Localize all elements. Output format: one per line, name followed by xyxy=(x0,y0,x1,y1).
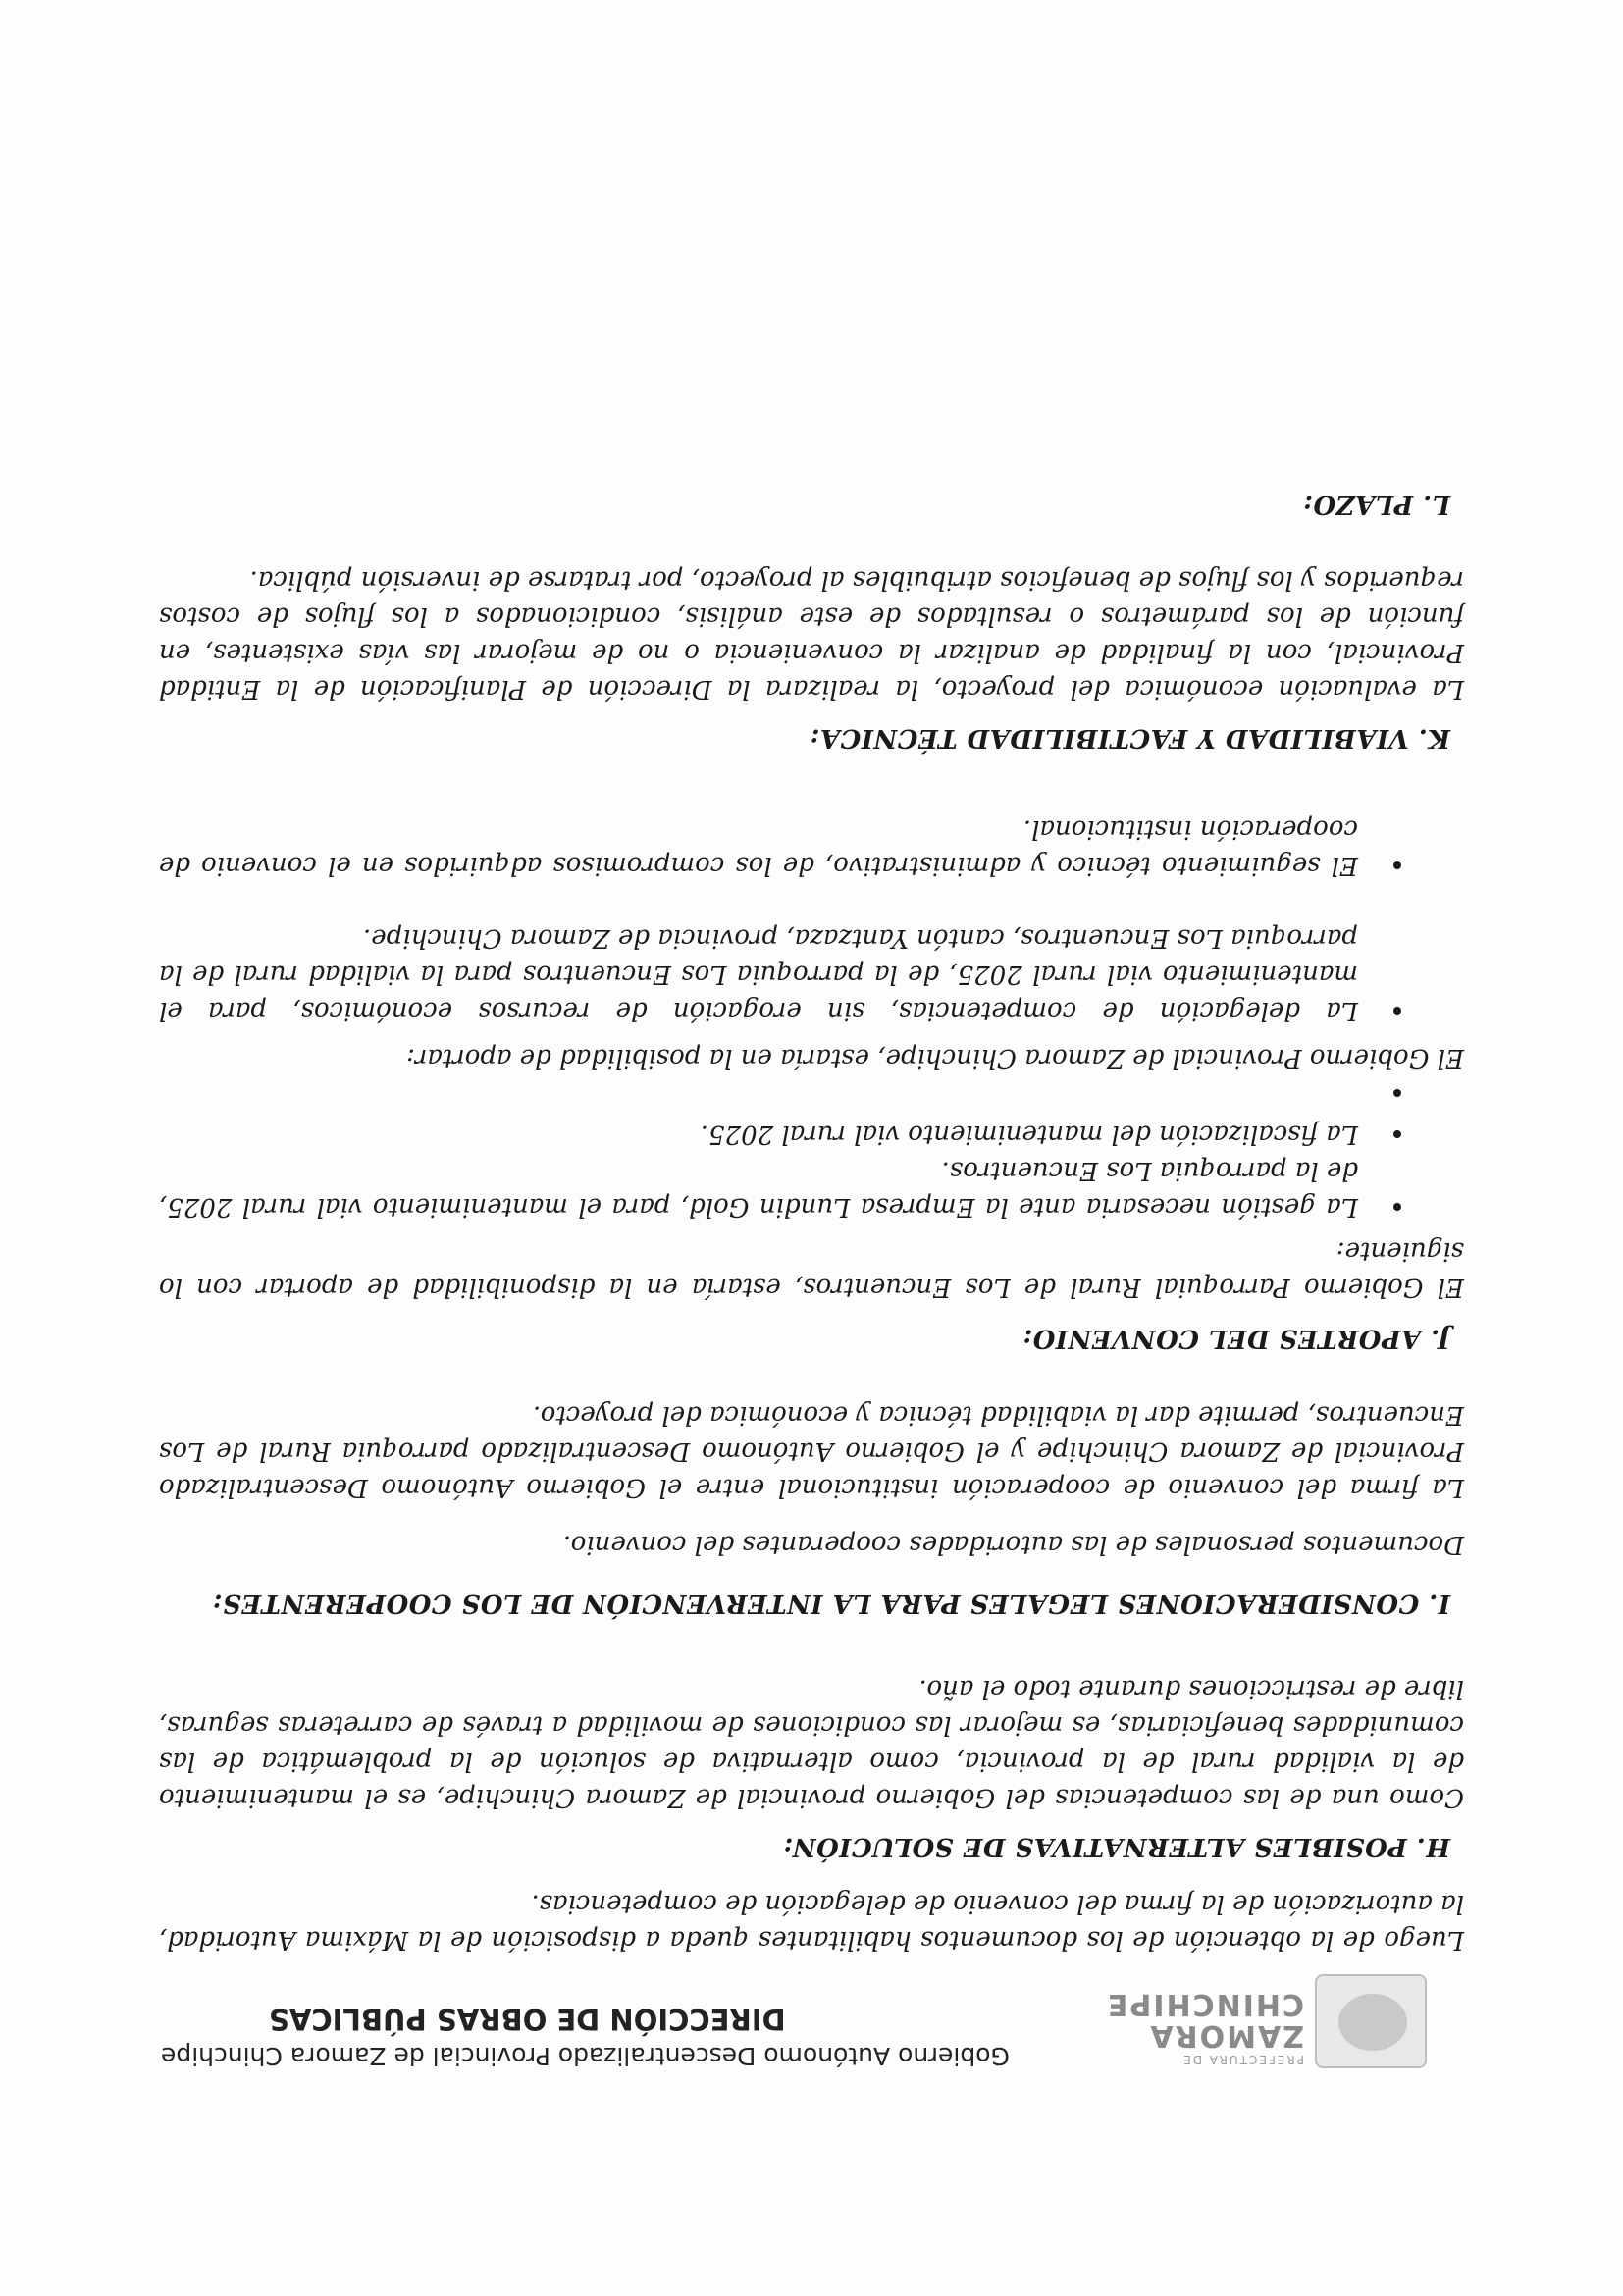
logo-small-text: PREFECTURA DE xyxy=(1181,2053,1304,2066)
bullet-icon xyxy=(1393,861,1401,869)
section-j-contribution-2: La fiscalización del mantenimiento vial rural 2025. xyxy=(700,1120,1358,1149)
bullet-icon xyxy=(1393,1130,1401,1138)
section-i-title: I. CONSIDERACIONES LEGALES PARA LA INTERVENCIÓN DE LOS COOPERENTES: xyxy=(212,1589,1450,1618)
section-k-title: K. VIABILIDAD Y FACTIBILIDAD TÉCNICA: xyxy=(810,723,1450,753)
intro-paragraph: Luego de la obtención de los documentos habilitantes queda a disposición de la Máxima Autoridad, la autorización de la firma del convenio de delegación de competencias. xyxy=(159,1889,1464,1955)
section-h-title: H. POSIBLES ALTERNATIVAS DE SOLUCIÓN: xyxy=(783,1832,1450,1861)
bullet-icon xyxy=(1393,1203,1401,1211)
organization-name: Gobierno Autónomo Descentralizado Provincial de Zamora Chinchipe xyxy=(161,2042,1010,2070)
section-j-contribution-3: La delegación de competencias, sin erogación de recursos económicos, para el mantenimiento vial rural 2025, de la parroquia Los Encuentros para la vialidad rural de la parroquia Los Encuentros, cantón Yantzaza, provincia de Zamora Chinchipe. xyxy=(159,923,1358,1025)
bullet-icon xyxy=(1393,1007,1401,1015)
section-j-contribution-4: El seguimiento técnico y administrativo, de los compromisos adquiridos en el convenio de cooperación institucional. xyxy=(159,814,1358,880)
page-header xyxy=(161,1974,1427,2072)
section-l-title: L. PLAZO: xyxy=(1302,490,1450,519)
bullet-icon xyxy=(1393,1089,1401,1097)
section-k-paragraph: La evaluación económica del proyecto, la realizara la Dirección de Planificación de la Entidad Provincial, con la finalidad de analizar la conveniencia o no de mejorar las vías existentes, en función de los parámetros o resultados de este análisis, condicionados a los flujos de costos requeridos y los flujos de beneficios atribuibles al proyecto, por tratarse de inversión pública. xyxy=(159,565,1464,704)
section-j-contribution-1: La gestión necesaria ante la Empresa Lundin Gold, para el mantenimiento vial rural 2025, de la parroquia Los Encuentros. xyxy=(159,1156,1358,1222)
department-name: DIRECCIÓN DE OBRAS PÚBLICAS xyxy=(269,2003,786,2036)
prefecture-logo xyxy=(1054,1974,1427,2072)
section-i-paragraph-1: Documentos personales de las autoridades cooperantes del convenio. xyxy=(562,1530,1464,1559)
section-h-paragraph: Como una de las competencias del Gobierno provincial de Zamora Chinchipe, es el mantenimiento de la vialidad rural de la provincia, como alternativa de solución de la problemática de las comunidades beneficiarias, es mejorar las condiciones de movilidad a través de carreteras seguras, libre de restricciones durante todo el año. xyxy=(159,1674,1464,1812)
section-j-paragraph-2: El Gobierno Provincial de Zamora Chinchipe, estaría en la posibilidad de aportar: xyxy=(406,1043,1464,1072)
coat-of-arms-icon xyxy=(1315,1974,1427,2068)
organization-block xyxy=(161,2000,1044,2072)
section-i-paragraph-2: La firma del convenio de cooperación institucional entre el Gobierno Autónomo Descentralizado Provincial de Zamora Chinchipe y el Gobierno Autónomo Descentralizado parroquia Rural de Los Encuentros, permite dar la viabilidad técnica y económica del proyecto. xyxy=(159,1400,1464,1502)
logo-line-2: CHINCHIPE xyxy=(1105,1987,1304,2021)
section-j-paragraph-1: El Gobierno Parroquial Rural de Los Encuentros, estaría en la disponibilidad de aportar con lo siguiente: xyxy=(159,1236,1464,1302)
logo-line-1: ZAMORA xyxy=(1148,2018,1304,2053)
section-j-title: J. APORTES DEL CONVENIO: xyxy=(1022,1324,1450,1353)
